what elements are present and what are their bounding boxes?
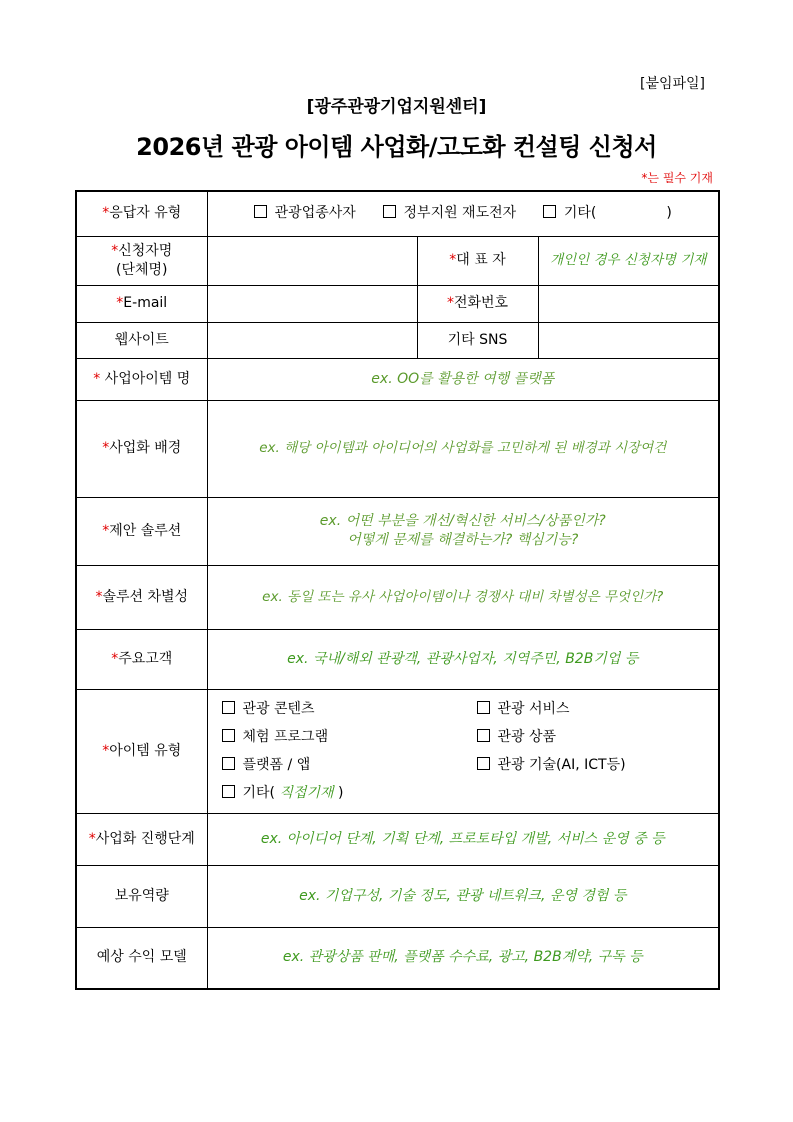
checkbox-icon[interactable] [383, 205, 396, 218]
option-item-other[interactable]: 기타( 직접기재 ) [222, 784, 344, 803]
option-tour-service[interactable]: 관광 서비스 [477, 700, 570, 719]
option-experience-program[interactable]: 체험 프로그램 [222, 728, 477, 747]
solution-field[interactable]: ex. 어떤 부분을 개선/혁신한 서비스/상품인가? 어떻게 문제를 해결하는가? 핵심기능? [207, 497, 719, 565]
item-name-field[interactable]: ex. OO를 활용한 여행 플랫폼 [207, 358, 719, 400]
applicant-name-label: *신청자명 (단체명) [76, 236, 207, 285]
solution-label: *제안 솔루션 [76, 497, 207, 565]
representative-label: *대 표 자 [417, 236, 538, 285]
item-type-options [207, 689, 719, 813]
row-web [76, 322, 719, 358]
checkbox-icon[interactable] [222, 785, 235, 798]
customers-label: *주요고객 [76, 629, 207, 689]
checkbox-icon[interactable] [477, 757, 490, 770]
stage-field[interactable]: ex. 아이디어 단계, 기획 단계, 프로토타입 개발, 서비스 운영 중 등 [207, 813, 719, 865]
respondent-type-label: *응답자 유형 [76, 191, 207, 236]
representative-field[interactable]: 개인인 경우 신청자명 기재 [538, 236, 719, 285]
row-solution [76, 497, 719, 565]
row-contact [76, 285, 719, 322]
item-type-label: *아이템 유형 [76, 689, 207, 813]
organization-name: [광주관광기업지원센터] [306, 97, 487, 117]
checkbox-icon[interactable] [543, 205, 556, 218]
option-tour-technology[interactable]: 관광 기술(AI, ICT등) [477, 756, 626, 775]
option-tour-content[interactable]: 관광 콘텐츠 [222, 700, 477, 719]
checkbox-icon[interactable] [477, 701, 490, 714]
applicant-name-field[interactable] [207, 236, 417, 285]
checkbox-icon[interactable] [222, 701, 235, 714]
stage-label: *사업화 진행단계 [76, 813, 207, 865]
row-item-type [76, 689, 719, 813]
other-sns-label: 기타 SNS [417, 322, 538, 358]
row-differentiation [76, 565, 719, 629]
row-capabilities [76, 865, 719, 927]
background-field[interactable]: ex. 해당 아이템과 아이디어의 사업화를 고민하게 된 배경과 시장여건 [207, 400, 719, 497]
other-sns-field[interactable] [538, 322, 719, 358]
row-item-name [76, 358, 719, 400]
phone-field[interactable] [538, 285, 719, 322]
revenue-model-label: 예상 수익 모델 [76, 927, 207, 989]
checkbox-icon[interactable] [477, 729, 490, 742]
option-restart-applicant[interactable]: 정부지원 재도전자 [383, 205, 517, 221]
differentiation-label: *솔루션 차별성 [76, 565, 207, 629]
row-respondent-type [76, 191, 719, 236]
option-tour-product[interactable]: 관광 상품 [477, 728, 557, 747]
attachment-label: [붙임파일] [640, 76, 706, 92]
differentiation-field[interactable]: ex. 동일 또는 유사 사업아이템이나 경쟁사 대비 차별성은 무엇인가? [207, 565, 719, 629]
background-label: *사업화 배경 [76, 400, 207, 497]
capabilities-field[interactable]: ex. 기업구성, 기술 정도, 관광 네트워크, 운영 경험 등 [207, 865, 719, 927]
application-form [75, 190, 720, 990]
checkbox-icon[interactable] [222, 729, 235, 742]
item-name-label: * 사업아이템 명 [76, 358, 207, 400]
required-note: *는 필수 기재 [641, 171, 713, 185]
capabilities-label: 보유역량 [76, 865, 207, 927]
website-label: 웹사이트 [76, 322, 207, 358]
checkbox-icon[interactable] [222, 757, 235, 770]
row-background [76, 400, 719, 497]
row-applicant [76, 236, 719, 285]
email-field[interactable] [207, 285, 417, 322]
customers-field[interactable]: ex. 국내/해외 관광객, 관광사업자, 지역주민, B2B기업 등 [207, 629, 719, 689]
email-label: *E-mail [76, 285, 207, 322]
revenue-model-field[interactable]: ex. 관광상품 판매, 플랫폼 수수료, 광고, B2B계약, 구독 등 [207, 927, 719, 989]
document-title: 2026년 관광 아이템 사업화/고도화 컨설팅 신청서 [136, 133, 657, 161]
respondent-type-options [207, 191, 719, 236]
website-field[interactable] [207, 322, 417, 358]
phone-label: *전화번호 [417, 285, 538, 322]
option-other[interactable]: 기타( ) [543, 205, 672, 221]
option-platform-app[interactable]: 플랫폼 / 앱 [222, 756, 477, 775]
option-tourism-worker[interactable]: 관광업종사자 [254, 205, 356, 221]
row-revenue-model [76, 927, 719, 989]
row-stage [76, 813, 719, 865]
row-customers [76, 629, 719, 689]
checkbox-icon[interactable] [254, 205, 267, 218]
